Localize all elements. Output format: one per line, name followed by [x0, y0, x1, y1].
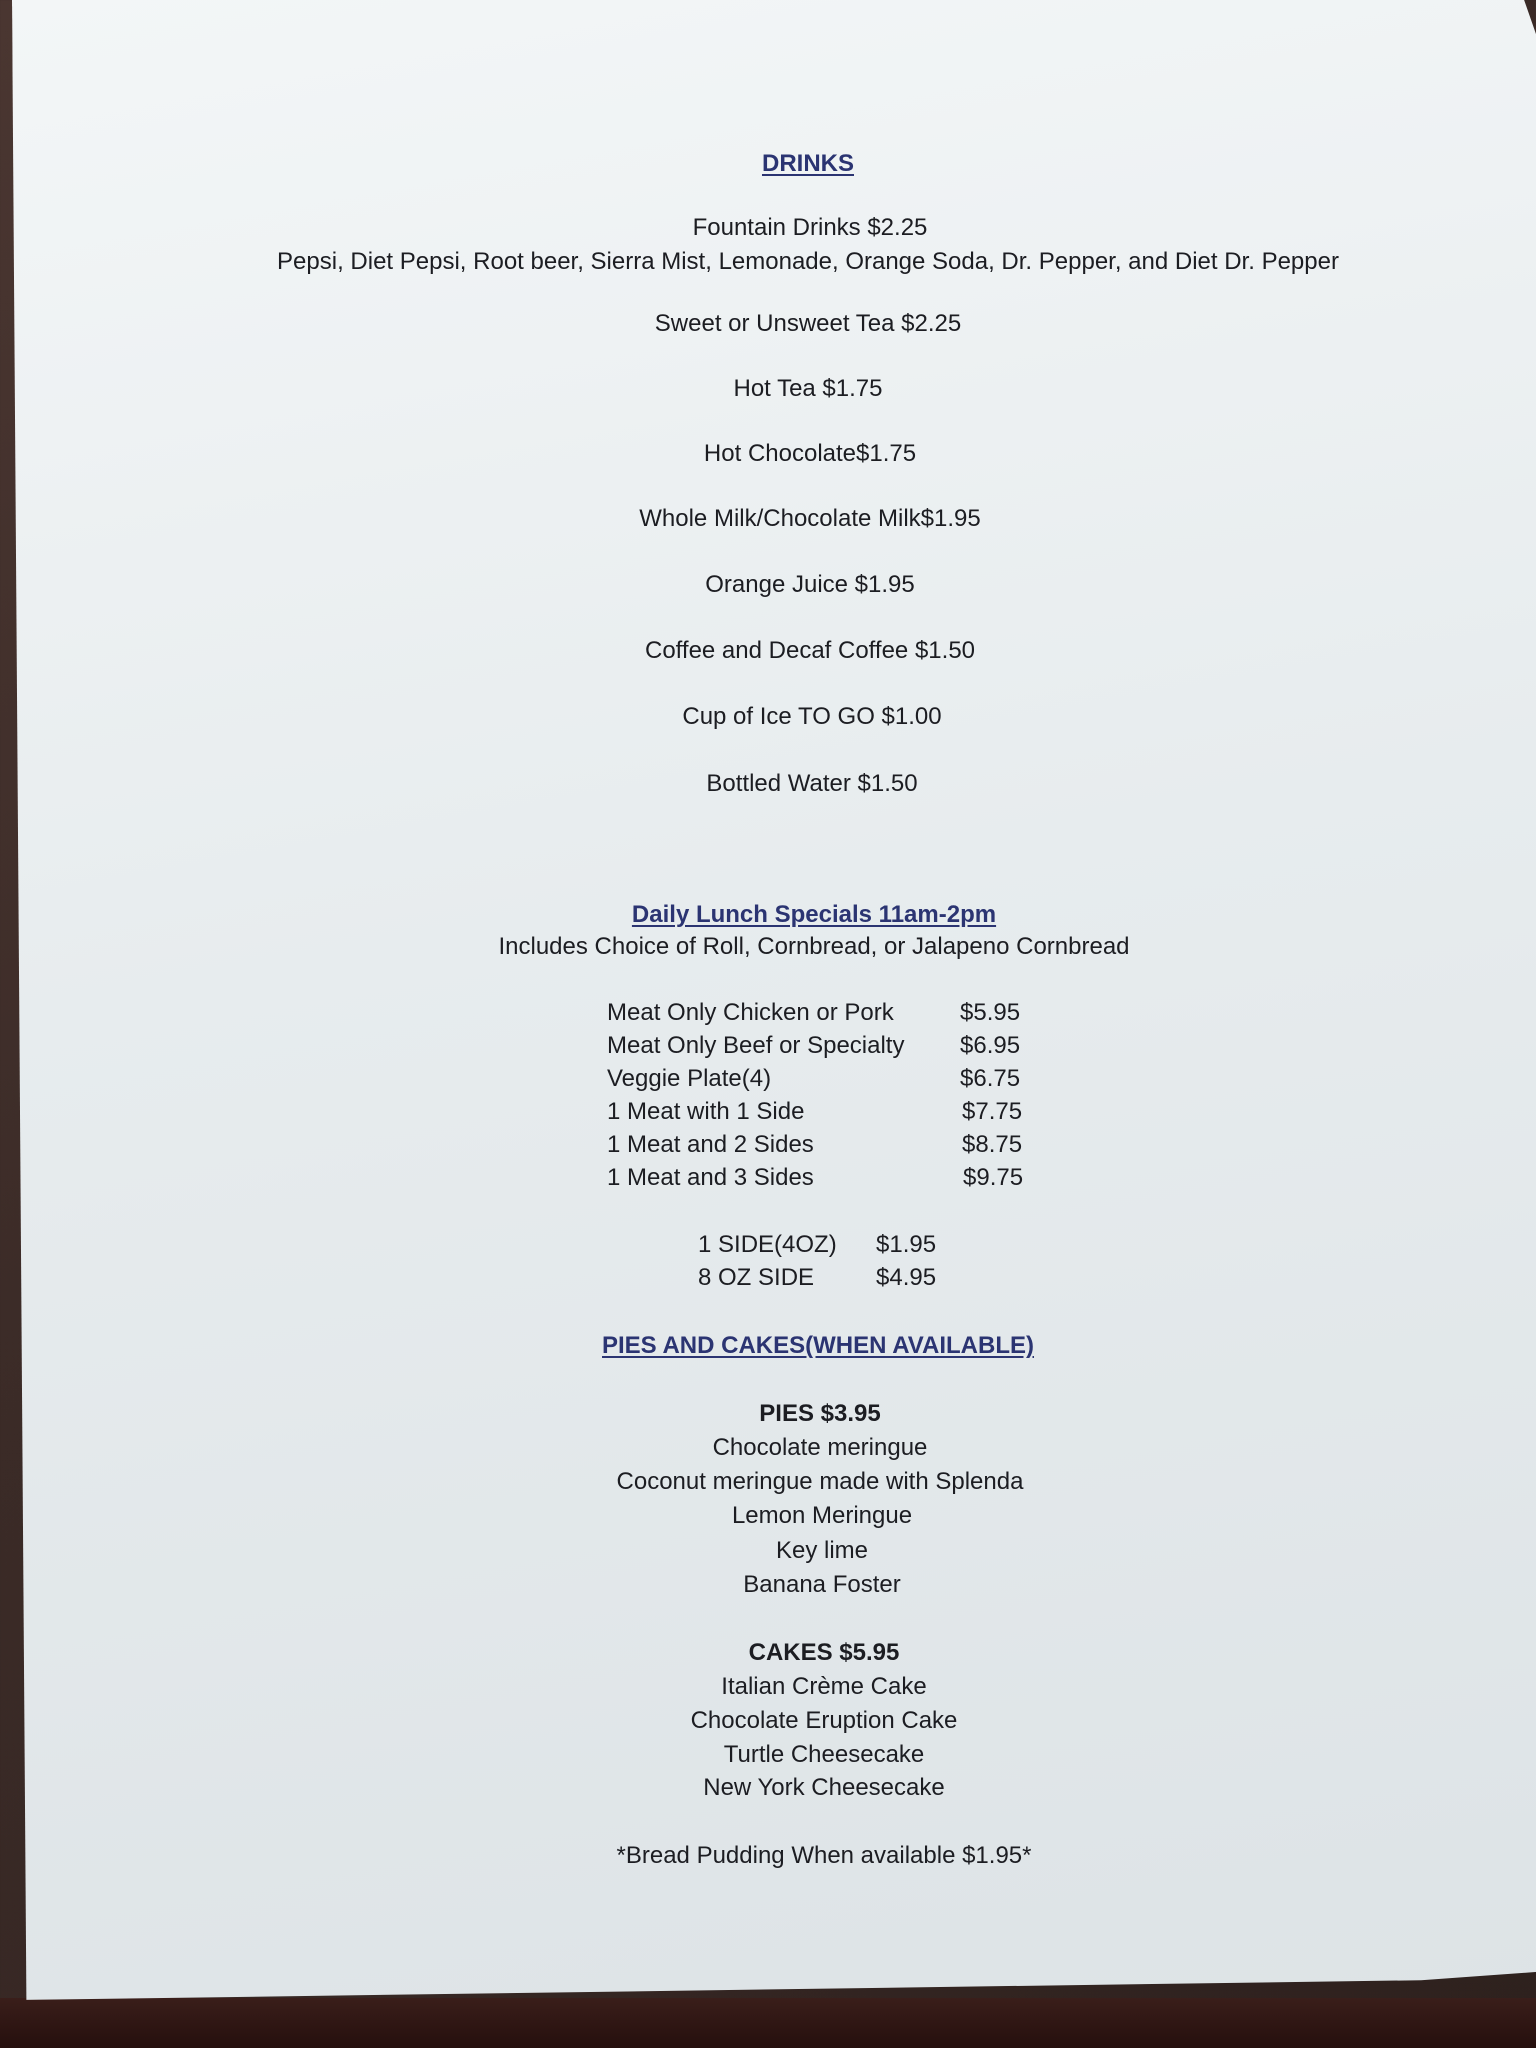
- pies-cakes-heading: PIES AND CAKES(WHEN AVAILABLE): [602, 1332, 1034, 1359]
- drink-item: Coffee and Decaf Coffee $1.50: [644, 637, 976, 664]
- drink-item: Sweet or Unsweet Tea $2.25: [654, 310, 962, 337]
- lunch-item-name: 1 Meat with 1 Side: [607, 1098, 805, 1125]
- table-surface: [0, 1998, 1536, 2048]
- lunch-item-name: Veggie Plate(4): [607, 1065, 772, 1092]
- cakes-title: CAKES $5.95: [748, 1639, 900, 1666]
- lunch-item-price: $7.75: [962, 1098, 1023, 1125]
- lunch-item-price: $6.95: [960, 1032, 1021, 1059]
- pies-title: PIES $3.95: [759, 1400, 881, 1427]
- cake-item: New York Cheesecake: [703, 1774, 945, 1801]
- drink-item: Hot Tea $1.75: [733, 375, 883, 402]
- lunch-specials-subheading: Includes Choice of Roll, Cornbread, or Jalapeno Cornbread: [498, 933, 1130, 960]
- lunch-item-price: $8.75: [962, 1131, 1023, 1158]
- cake-item: Turtle Cheesecake: [723, 1741, 925, 1768]
- lunch-specials-heading: Daily Lunch Specials 11am-2pm: [631, 901, 997, 928]
- lunch-item-name: 1 Meat and 2 Sides: [607, 1131, 814, 1158]
- drinks-heading: DRINKS: [761, 150, 854, 177]
- drink-item: Orange Juice $1.95: [705, 571, 915, 598]
- fountain-drinks-item: Fountain Drinks $2.25: [692, 214, 928, 241]
- pie-item: Banana Foster: [743, 1571, 901, 1598]
- pie-item: Chocolate meringue: [712, 1434, 928, 1461]
- pie-item: Lemon Meringue: [731, 1502, 913, 1529]
- drink-item: Cup of Ice TO GO $1.00: [682, 703, 942, 730]
- side-item-name: 1 SIDE(4OZ): [698, 1231, 837, 1258]
- lunch-item-price: $5.95: [960, 999, 1021, 1026]
- drink-item: Whole Milk/Chocolate Milk$1.95: [639, 505, 981, 532]
- bread-pudding-note: *Bread Pudding When available $1.95*: [616, 1842, 1032, 1869]
- lunch-item-name: Meat Only Beef or Specialty: [607, 1032, 905, 1059]
- lunch-item-name: 1 Meat and 3 Sides: [607, 1164, 814, 1191]
- lunch-item-price: $9.75: [963, 1164, 1024, 1191]
- side-item-name: 8 OZ SIDE: [698, 1264, 815, 1291]
- pie-item: Key lime: [775, 1537, 869, 1564]
- lunch-item-price: $6.75: [960, 1065, 1021, 1092]
- side-item-price: $4.95: [876, 1264, 937, 1291]
- side-item-price: $1.95: [876, 1231, 937, 1258]
- cake-item: Chocolate Eruption Cake: [690, 1707, 958, 1734]
- drink-item: Bottled Water $1.50: [706, 770, 918, 797]
- fountain-drinks-list: Pepsi, Diet Pepsi, Root beer, Sierra Mist, Lemonade, Orange Soda, Dr. Pepper, and Diet Dr. Pepper: [277, 248, 1339, 275]
- pie-item: Coconut meringue made with Splenda: [616, 1468, 1024, 1495]
- cake-item: Italian Crème Cake: [721, 1673, 927, 1700]
- lunch-item-name: Meat Only Chicken or Pork: [607, 999, 894, 1026]
- drink-item: Hot Chocolate$1.75: [703, 440, 917, 467]
